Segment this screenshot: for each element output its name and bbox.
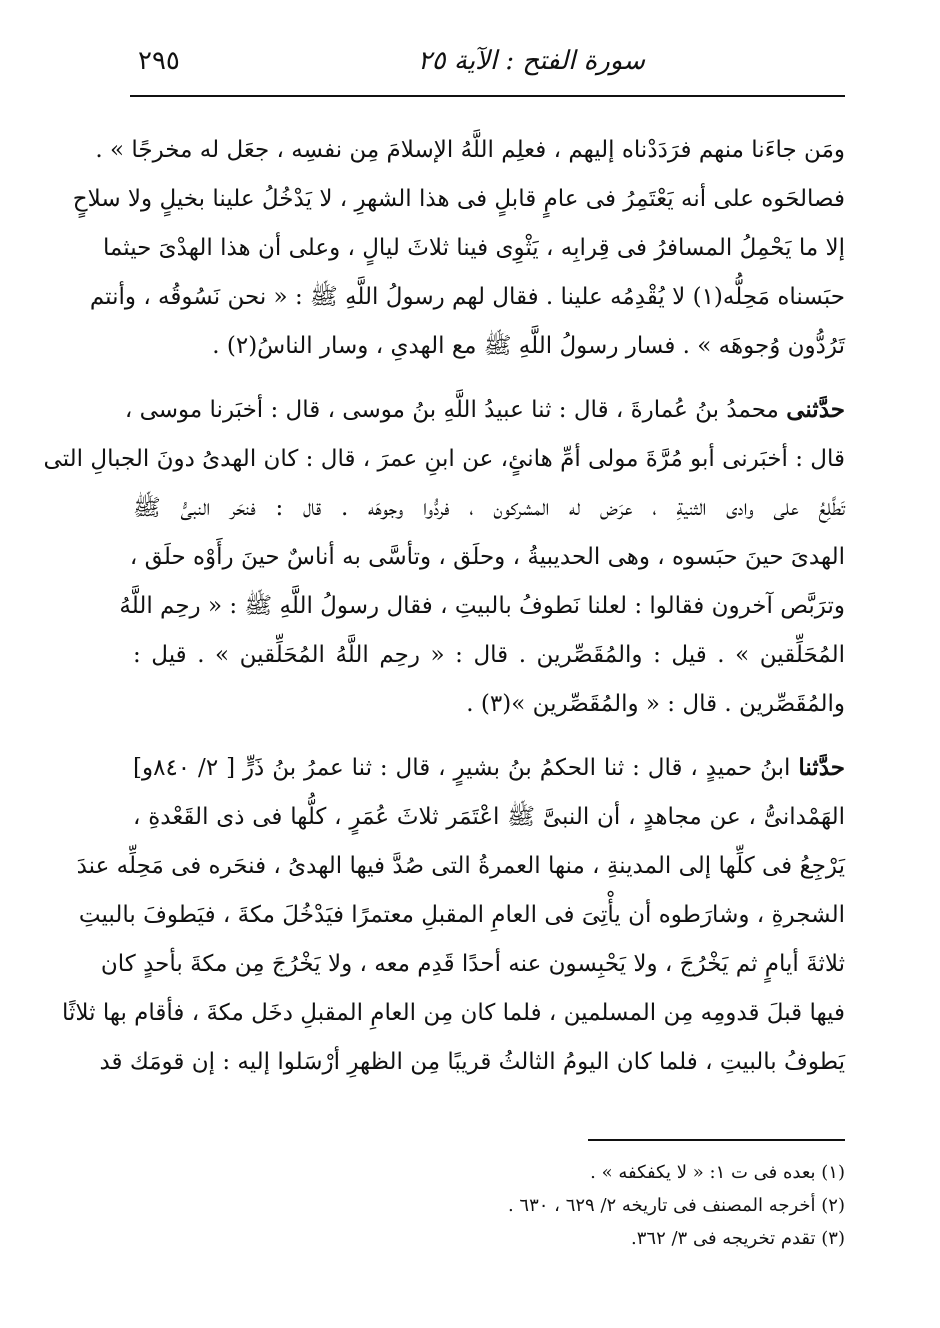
line-text: فيها قبلَ قدومِه مِن المسلمين ، فلما كان مِن العامِ المقبلِ دخَل مكةَ ، فأقام بها ثلاثًا bbox=[62, 1000, 845, 1026]
footnotes bbox=[395, 1156, 845, 1255]
paragraph bbox=[43, 385, 845, 729]
text-line bbox=[124, 385, 845, 435]
line-text: الهدىَ حينَ حبَسوه ، وهى الحديبيةُ ، وحلَق ، وتأسَّى به أناسٌ حينَ رأَوْه حلَق ، bbox=[129, 544, 845, 570]
footnote: (٢) أخرجه المصنف فى تاريخه ٢/ ٦٢٩ ، ٦٣٠ . bbox=[507, 1195, 845, 1216]
text-line bbox=[72, 175, 845, 224]
line-text: الشجرةِ ، وشارَطوه أن يأْتِىَ فى العامِ المقبلِ معتمرًا فيَدْخُلَ مكةَ ، فيَطوفَ بالبيتِ bbox=[78, 902, 845, 928]
line-text: يَرْجِعُ فى كلِّها إلى المدينةِ ، منها العمرةُ التى صُدَّ فيها الهدىُ ، فنحَره فى مَحِلِّه عندَ bbox=[76, 853, 845, 879]
header-divider bbox=[130, 95, 845, 97]
line-text: محمدُ بنُ عُمارةَ ، قال : ثنا عبيدُ اللَّهِ بنُ موسى ، قال : أخبَرنا موسى ، bbox=[124, 397, 779, 423]
line-text: ثلاثةَ أيامٍ ثم يَخْرُجَ ، ولا يَحْبِسون عنه أحدًا قَدِم معه ، ولا يَخْرُجَ مِن مكةَ بأحدٍ كان bbox=[100, 951, 845, 977]
text-line bbox=[102, 224, 845, 273]
text-line bbox=[43, 435, 845, 484]
text-line bbox=[89, 273, 845, 322]
line-text: ابنُ حميدٍ ، قال : ثنا الحكمُ بنُ بشيرٍ ، قال : ثنا عمرُ بنُ ذَرٍّ [ ٢/ ٨٤٠و] bbox=[133, 755, 791, 781]
footnote: (٣) تقدم تخريجه فى ٣/ ٣٦٢. bbox=[631, 1228, 845, 1249]
footnote: (١) بعده فى ت ١: « لا يكفكفه » . bbox=[590, 1162, 845, 1183]
line-text: الهَمْدانىُّ ، عن مجاهدٍ ، أن النبىَّ ﷺ اعْتَمَر ثلاثَ عُمَرٍ ، كلُّها فى ذى القَعْدةِ ، bbox=[133, 804, 845, 830]
paragraph-lead: حدَّثنا bbox=[798, 754, 845, 781]
line-text: يَطوفُ بالبيتِ ، فلما كان اليومُ الثالثُ قريبًا مِن الظهرِ أرْسَلوا إليه : إن قومَك قد bbox=[99, 1049, 845, 1075]
line-text: والمُقَصِّرين . قال : « والمُقَصِّرين »(٣) . bbox=[466, 691, 845, 717]
line-text: قال : أخبَرنى أبو مُرَّةَ مولى أمِّ هانئٍ، عن ابنِ عمرَ ، قال : كان الهدىُ دونَ الجبالِ التى bbox=[43, 446, 845, 472]
text-line bbox=[133, 631, 845, 680]
line-text: إلا ما يَحْمِلُ المسافرُ فى قِرابِه ، يَثْوِى فينا ثلاثَ ليالٍ ، وعلى أن هذا الهدْىَ حيثما bbox=[102, 235, 845, 261]
text-line bbox=[119, 582, 845, 631]
text-line bbox=[133, 793, 845, 842]
text-line bbox=[99, 1038, 845, 1087]
paragraph-lead: حدَّثنى bbox=[786, 396, 845, 423]
line-text: حبَسناه مَحِلُّه(١) لا يُقْدِمُه علينا . فقال لهم رسولُ اللَّهِ ﷺ : « نحن نَسُوقُه ، وأنتم bbox=[89, 284, 845, 310]
footnote-divider bbox=[588, 1139, 845, 1141]
text-line bbox=[76, 842, 845, 891]
text-line bbox=[62, 989, 845, 1038]
paragraph bbox=[72, 126, 845, 371]
page-number: ٢٩٥ bbox=[138, 46, 180, 76]
text-line bbox=[133, 322, 845, 371]
running-title: سورة الفتح : الآية ٢٥ bbox=[417, 46, 645, 76]
text-line bbox=[133, 743, 845, 793]
main-text bbox=[43, 126, 845, 1101]
text-line bbox=[78, 891, 845, 940]
text-line bbox=[95, 126, 845, 175]
text-line bbox=[133, 680, 845, 729]
line-text: تَرُدُّون وُجوهَه » . فسار رسولُ اللَّهِ ﷺ مع الهدىِ ، وسار الناسُ(٢) . bbox=[212, 333, 845, 359]
line-text: فصالحَوه على أنه يَعْتَمِرُ فى عامٍ قابلٍ فى هذا الشهرِ ، لا يَدْخُلُ علينا بخيلٍ ولا سلاحٍ bbox=[72, 186, 845, 212]
text-line bbox=[100, 940, 845, 989]
line-text: المُحَلِّقين » . قيل : والمُقَصِّرين . قال : « رحِم اللَّهُ المُحَلِّقين » . قيل : bbox=[133, 642, 845, 668]
page-header bbox=[130, 40, 845, 86]
line-text: وترَبَّص آخرون فقالوا : لعلنا نَطوفُ بالبيتِ ، فقال رسولُ اللَّهِ ﷺ : « رحِم اللَّهُ bbox=[119, 593, 845, 619]
text-line bbox=[133, 484, 845, 533]
paragraph bbox=[62, 743, 845, 1087]
line-text: ومَن جاءَنا منهم فرَدَدْناه إليهم ، فعلِم اللَّهُ الإسلامَ مِن نفسِه ، جعَل له مخرجًا » . bbox=[95, 137, 845, 163]
line-text: تَطَّلِعُ على وادى الثنيةِ ، عرَض له المشركون ، فردُّوا وجوهَه . قال : فنحَر النبىُّ ﷺ bbox=[133, 495, 845, 521]
text-line bbox=[129, 533, 845, 582]
